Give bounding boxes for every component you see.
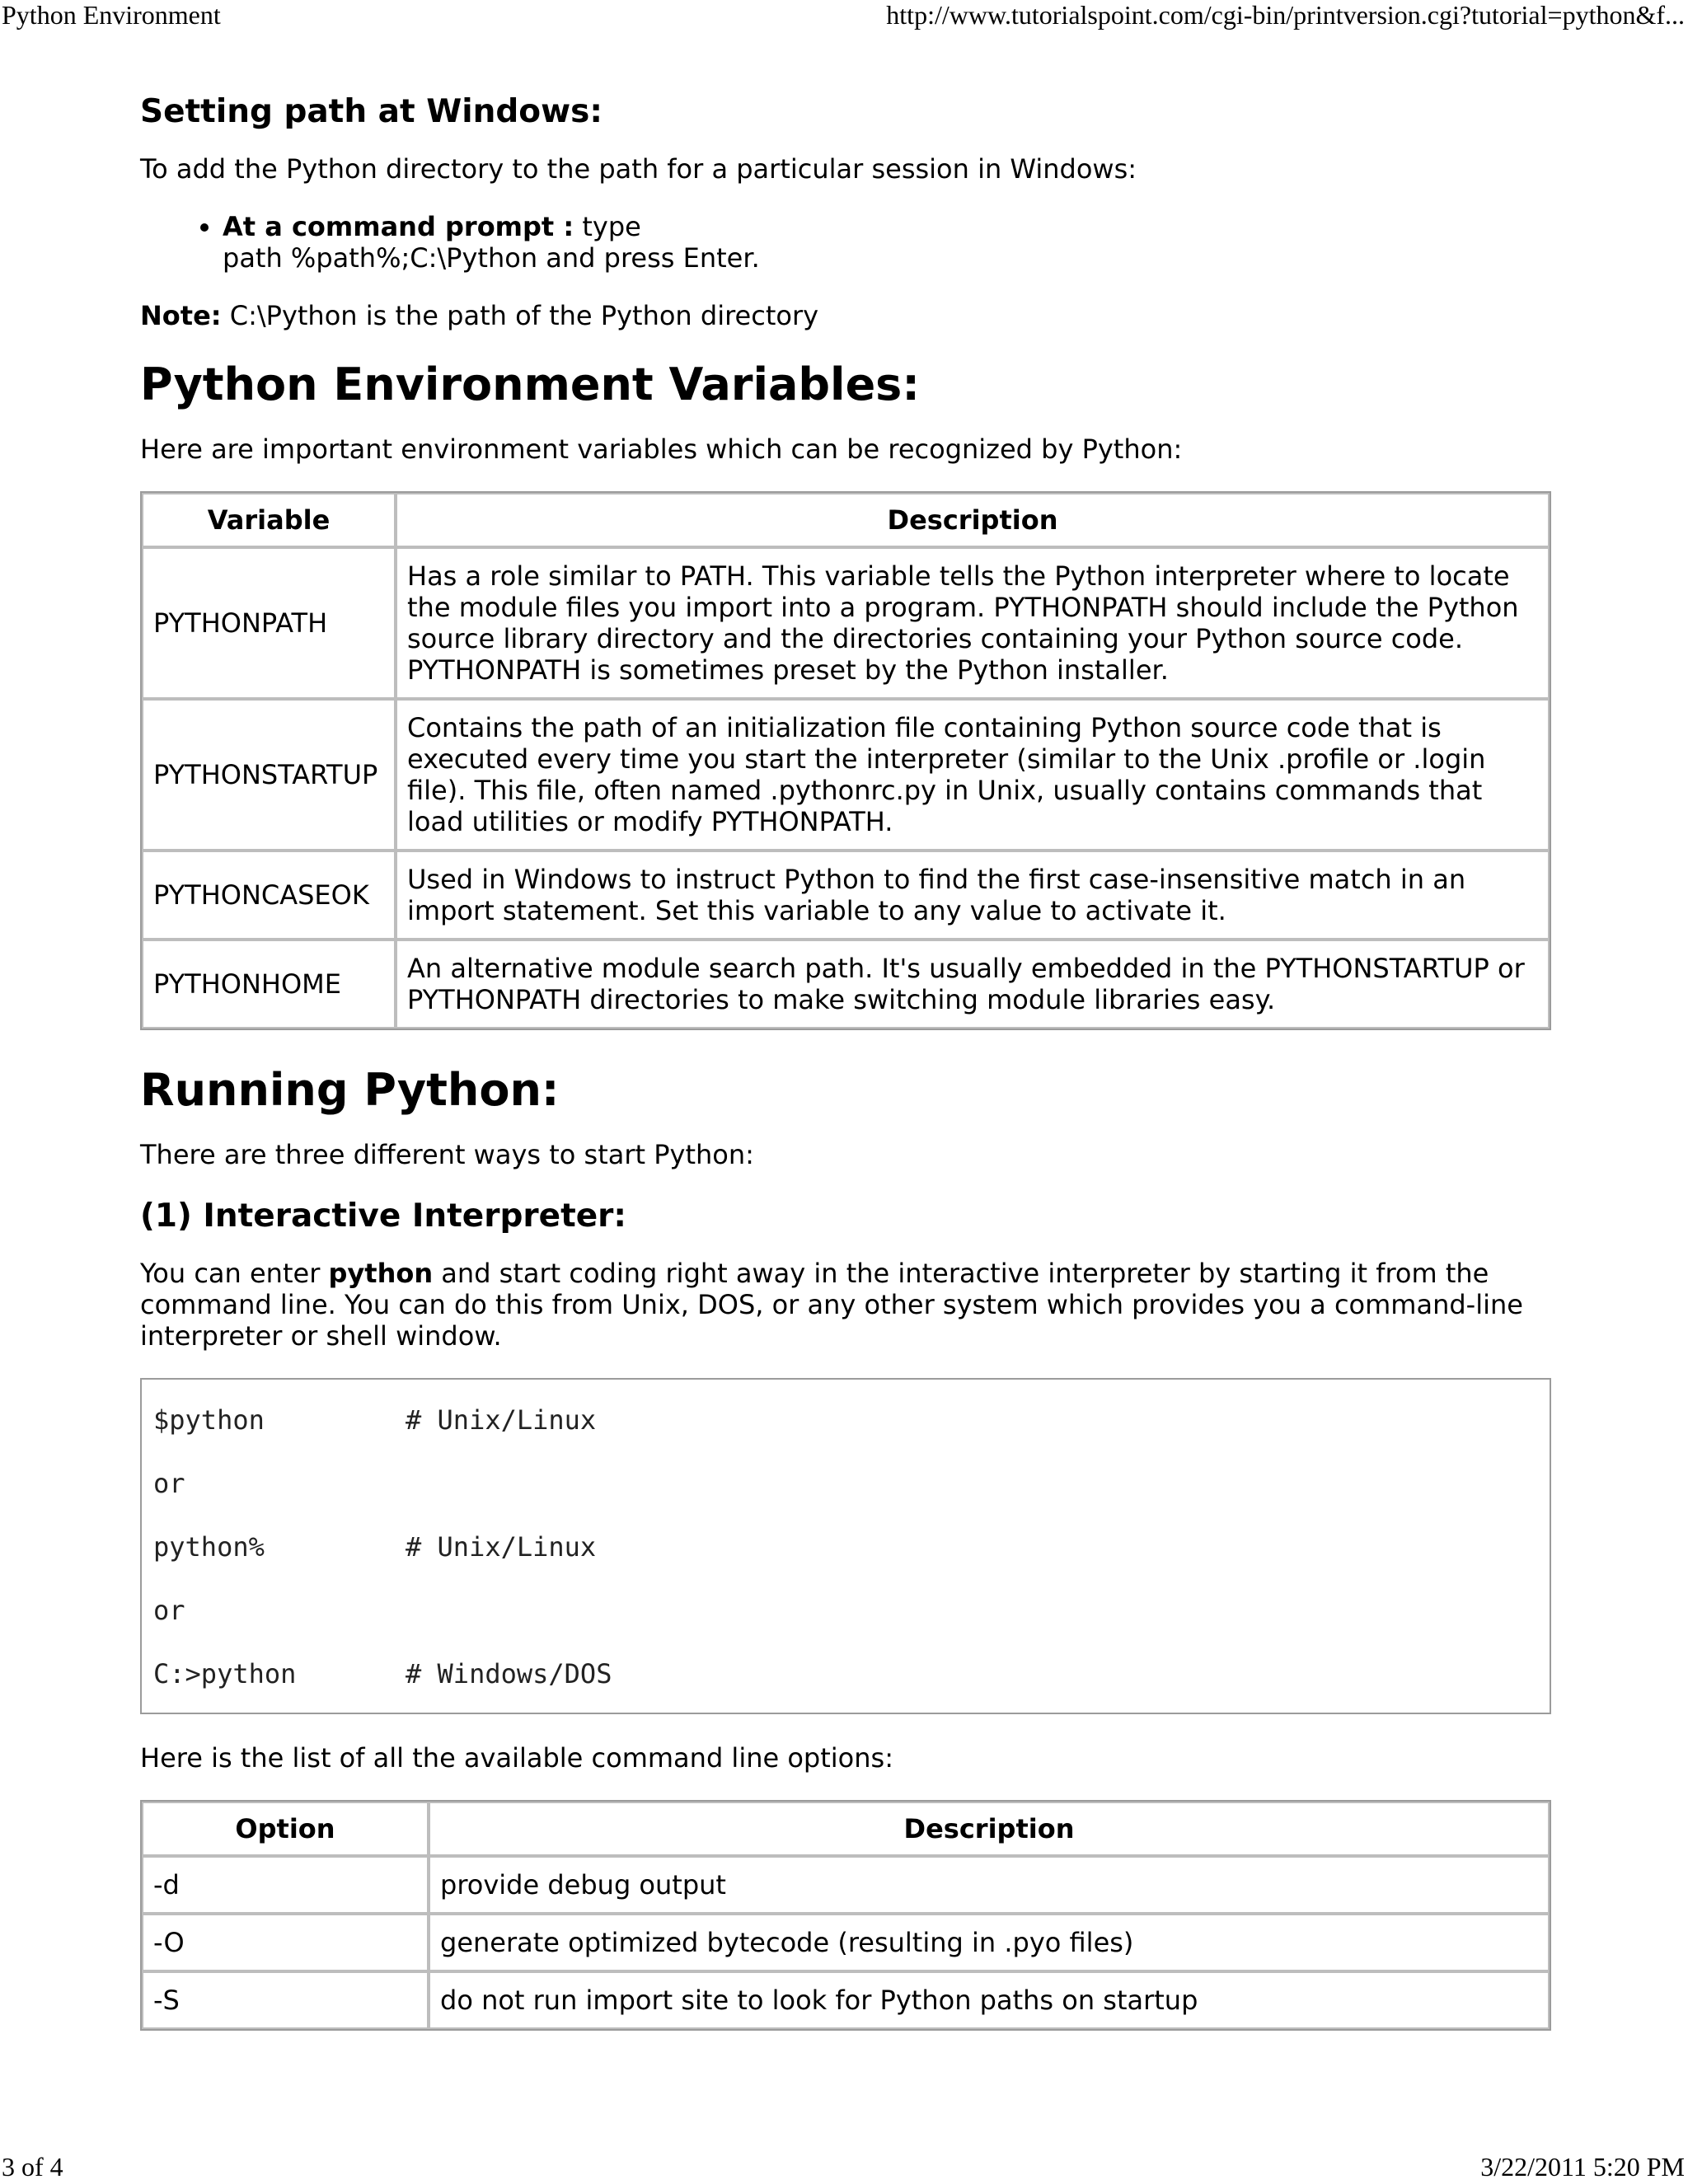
code-command: or (153, 1595, 185, 1626)
table-row (142, 699, 1550, 851)
code-command: python% (153, 1531, 265, 1563)
options-intro: Here is the list of all the available command line options: (140, 1742, 893, 1774)
env-vars-header-row (142, 493, 1550, 547)
interactive-paragraph (140, 1258, 1551, 1352)
code-comment: # Windows/DOS (406, 1658, 612, 1690)
table-row (142, 547, 1550, 699)
env-vars-intro: Here are important environment variables which can be recognized by Python: (140, 434, 1183, 465)
option-flag: -S (142, 1971, 429, 2029)
table-row (142, 940, 1550, 1029)
code-comment: # Unix/Linux (406, 1531, 597, 1563)
env-vars-table (140, 491, 1551, 1030)
env-vars-header-variable: Variable (142, 493, 396, 547)
bullet-command: path %path%;C:\Python and press Enter. (223, 242, 760, 274)
env-var-name: PYTHONSTARTUP (142, 699, 396, 851)
option-flag: -d (142, 1856, 429, 1914)
option-flag: -O (142, 1914, 429, 1971)
bullet-bold-label: At a command prompt : (223, 211, 574, 242)
options-header-option: Option (142, 1802, 429, 1856)
code-command: $python (153, 1404, 265, 1436)
env-var-name: PYTHONPATH (142, 547, 396, 699)
code-line (153, 1531, 1538, 1563)
print-header-url: http://www.tutorialspoint.com/cgi-bin/printversion.cgi?tutorial=python&f... (886, 0, 1685, 30)
running-heading: Running Python: (140, 1064, 560, 1116)
options-header-row (142, 1802, 1550, 1856)
print-footer-datetime: 3/22/2011 5:20 PM (1480, 2152, 1685, 2182)
interactive-text-after: and start coding right away in the interactive interpreter by starting it from the command line. You can do this from Unix, DOS, or any other system which provides you a command-line interpreter or shell window. (140, 1258, 1523, 1352)
code-command: C:>python (153, 1658, 297, 1690)
env-var-description: Used in Windows to instruct Python to find the first case-insensitive match in an import statement. Set this variable to any value to activate it. (396, 851, 1550, 940)
interactive-text-bold: python (328, 1258, 434, 1289)
option-description: do not run import site to look for Python paths on startup (429, 1971, 1550, 2029)
code-block (140, 1378, 1551, 1714)
table-row (142, 851, 1550, 940)
windows-path-intro: To add the Python directory to the path for a particular session in Windows: (140, 153, 1137, 185)
code-line (153, 1658, 1538, 1690)
windows-path-heading: Setting path at Windows: (140, 93, 603, 130)
table-row (142, 1971, 1550, 2029)
env-var-description: An alternative module search path. It's usually embedded in the PYTHONSTARTUP or PYTHONPATH directories to make switching module libraries easy. (396, 940, 1550, 1029)
code-line (153, 1595, 1538, 1626)
env-var-description: Contains the path of an initialization file containing Python source code that is executed every time you start the interpreter (similar to the Unix .profile or .login file). This file, often named .pythonrc.py in Unix, usually contains commands that load utilities or modify PYTHONPATH. (396, 699, 1550, 851)
print-footer (0, 2151, 1688, 2184)
page-content (140, 92, 1551, 2064)
table-row (142, 1856, 1550, 1914)
bullet-text: type (582, 211, 641, 242)
code-comment: # Unix/Linux (406, 1404, 597, 1436)
env-vars-heading: Python Environment Variables: (140, 359, 920, 410)
env-vars-header-description: Description (396, 493, 1550, 547)
running-intro: There are three different ways to start Python: (140, 1139, 754, 1170)
note-label: Note: (140, 300, 222, 331)
note-text: C:\Python is the path of the Python directory (229, 300, 819, 331)
interactive-text-before: You can enter (140, 1258, 321, 1289)
windows-path-list (140, 211, 1551, 274)
interactive-heading: (1) Interactive Interpreter: (140, 1197, 626, 1235)
code-command: or (153, 1468, 185, 1499)
env-var-description: Has a role similar to PATH. This variable tells the Python interpreter where to locate the module files you import into a program. PYTHONPATH should include the Python source library directory and the directories containing your Python source code. PYTHONPATH is sometimes preset by the Python installer. (396, 547, 1550, 699)
code-line (153, 1404, 1538, 1436)
options-table (140, 1800, 1551, 2031)
table-row (142, 1914, 1550, 1971)
env-var-name: PYTHONCASEOK (142, 851, 396, 940)
code-line (153, 1468, 1538, 1499)
option-description: generate optimized bytecode (resulting in .pyo files) (429, 1914, 1550, 1971)
print-header (0, 0, 1688, 33)
print-footer-page: 3 of 4 (2, 2152, 63, 2182)
windows-path-bullet (223, 211, 1551, 274)
note-paragraph (140, 300, 1551, 331)
options-header-description: Description (429, 1802, 1550, 1856)
env-var-name: PYTHONHOME (142, 940, 396, 1029)
print-header-title: Python Environment (2, 0, 221, 30)
option-description: provide debug output (429, 1856, 1550, 1914)
